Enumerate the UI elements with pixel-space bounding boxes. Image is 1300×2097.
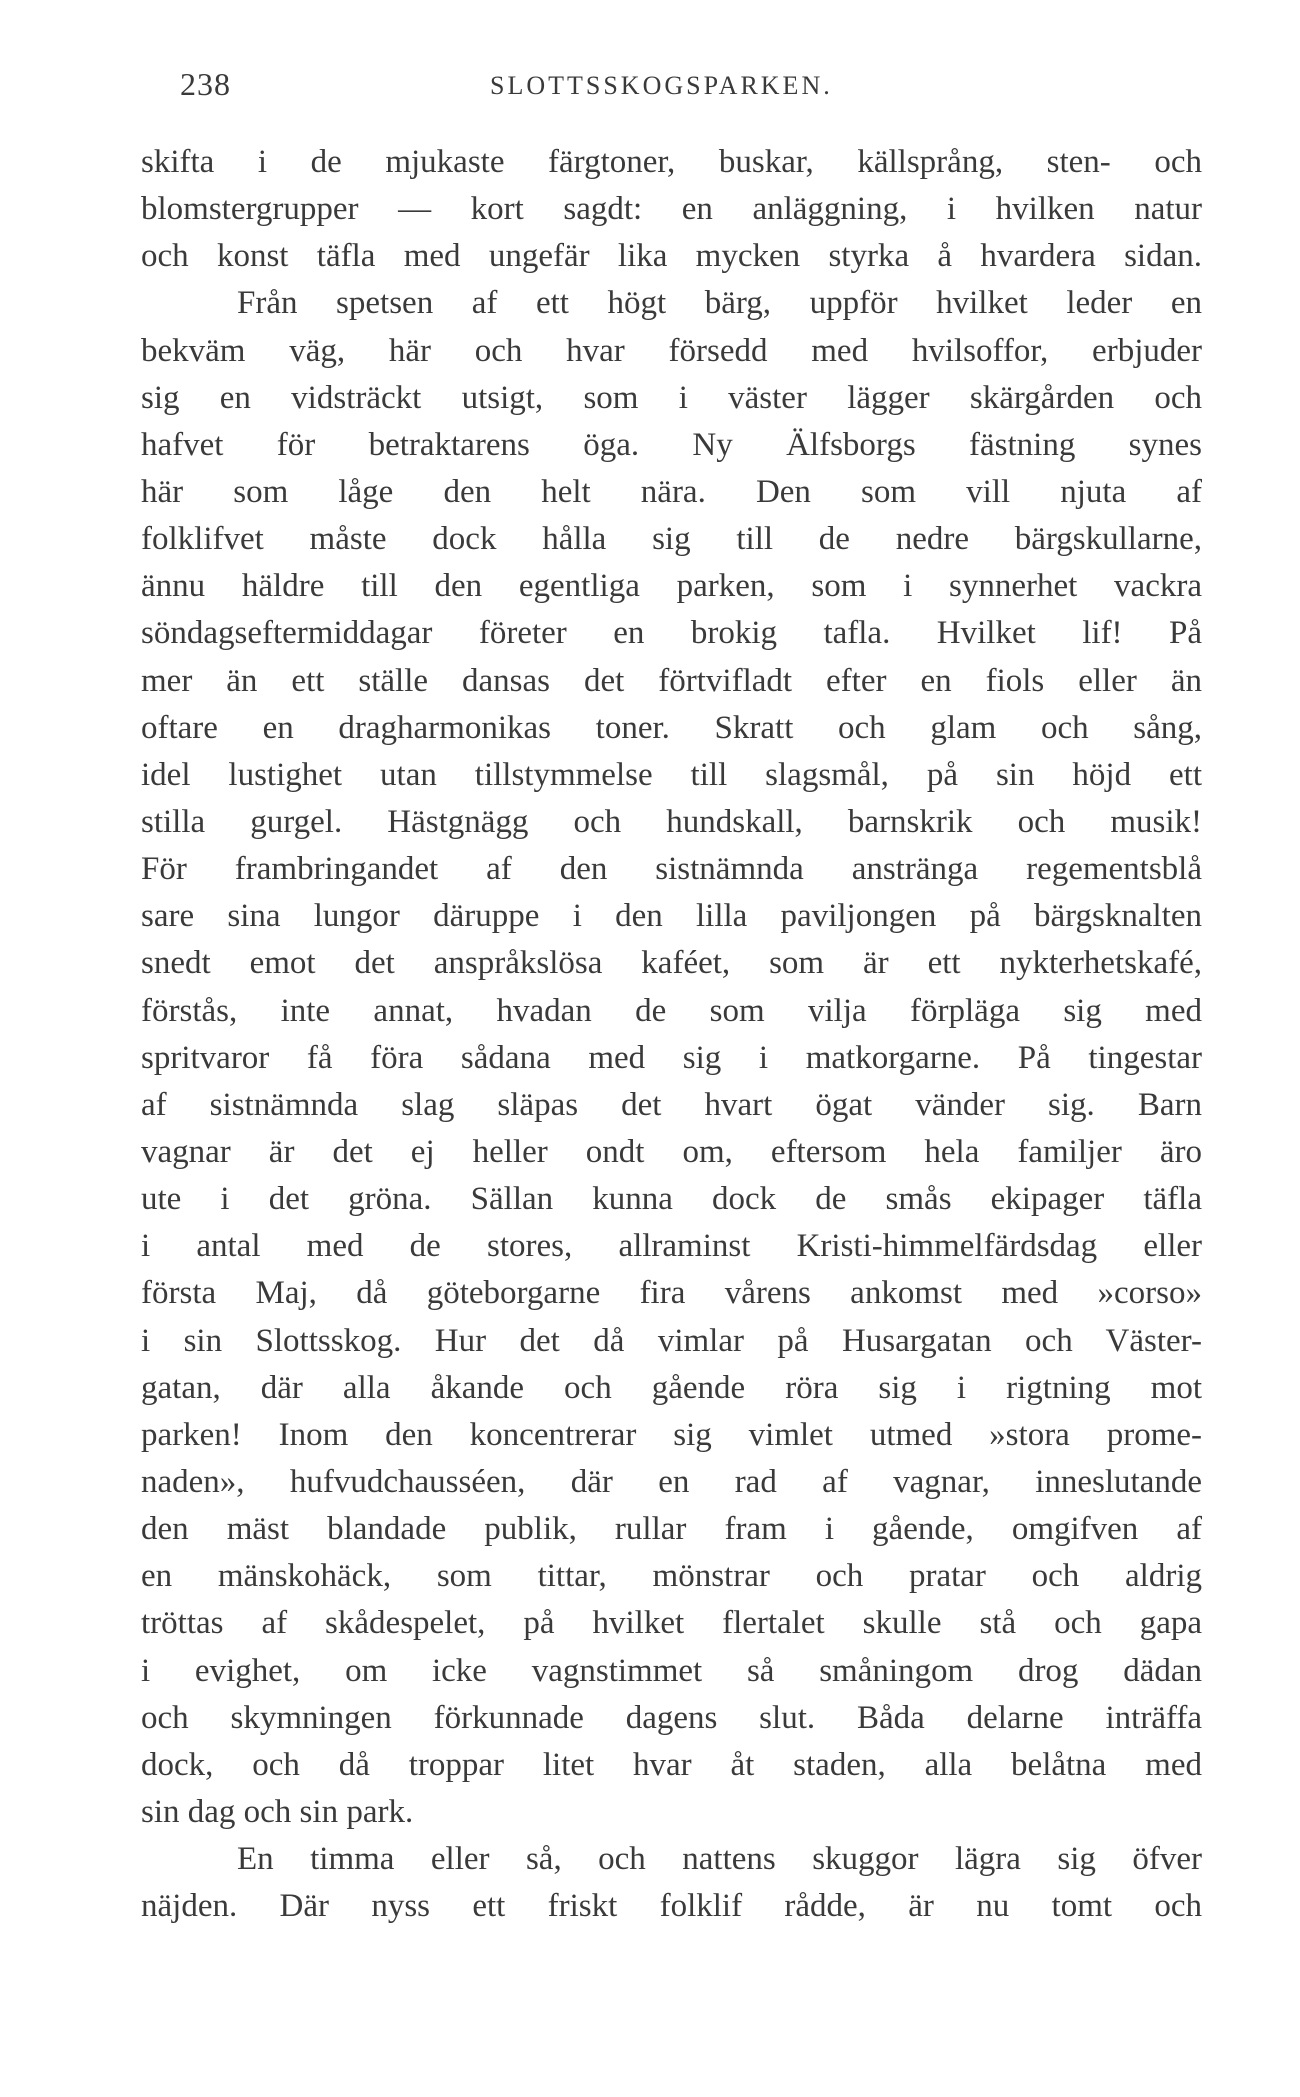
text-line: skifta i de mjukaste färgtoner, buskar, källsprång, sten- och	[141, 144, 1202, 180]
text-line: och skymningen förkunnade dagens slut. Båda delarne inträffa	[141, 1699, 1202, 1736]
text-line: snedt emot det anspråkslösa kaféet, som är ett nykterhetskafé,	[141, 945, 1202, 982]
text-line: förstås, inte annat, hvadan de som vilja förpläga sig med	[141, 992, 1202, 1029]
text-line: vagnar är det ej heller ondt om, eftersom hela familjer äro	[141, 1133, 1202, 1170]
text-line: näjden. Där nyss ett friskt folklif rådde, är nu tomt och	[141, 1888, 1202, 1925]
text-line: oftare en dragharmonikas toner. Skratt och glam och sång,	[141, 709, 1202, 746]
text-line: naden», hufvudchausséen, där en rad af vagnar, inneslutande	[141, 1463, 1202, 1500]
page-header	[180, 62, 1200, 106]
text-line: söndagseftermiddagar företer en brokig tafla. Hvilket lif! På	[141, 615, 1202, 652]
text-line: mer än ett ställe dansas det förtvifladt efter en fiols eller än	[141, 662, 1202, 699]
text-line: dock, och då troppar litet hvar åt staden, alla belåtna med	[141, 1746, 1202, 1783]
text-line: tröttas af skådespelet, på hvilket flertalet skulle stå och gapa	[141, 1605, 1202, 1642]
page-number: 238	[180, 66, 231, 102]
text-line: af sistnämnda slag släpas det hvart ögat vänder sig. Barn	[141, 1086, 1202, 1123]
text-line: och konst täfla med ungefär lika mycken styrka å hvardera sidan.	[141, 238, 1202, 275]
text-line: sare sina lungor däruppe i den lilla paviljongen på bärgsknalten	[141, 898, 1202, 935]
running-head: SLOTTSSKOGSPARKEN.	[490, 71, 833, 100]
text-line: i antal med de stores, allraminst Kristi-himmelfärdsdag eller	[141, 1228, 1202, 1265]
text-line: idel lustighet utan tillstymmelse till slagsmål, på sin höjd ett	[141, 756, 1202, 793]
text-line: hafvet för betraktarens öga. Ny Älfsborgs fästning synes	[141, 426, 1202, 463]
text-line: ute i det gröna. Sällan kunna dock de smås ekipager täfla	[141, 1181, 1202, 1218]
text-line: den mäst blandade publik, rullar fram i gående, omgifven af	[141, 1511, 1202, 1548]
text-line: För frambringandet af den sistnämnda anstränga regementsblå	[141, 851, 1202, 888]
text-line: stilla gurgel. Hästgnägg och hundskall, barnskrik och musik!	[141, 803, 1202, 840]
text-line: bekväm väg, här och hvar försedd med hvilsoffor, erbjuder	[141, 332, 1202, 369]
text-line: gatan, där alla åkande och gående röra sig i rigtning mot	[141, 1369, 1202, 1406]
text-line: En timma eller så, och nattens skuggor lägra sig öfver	[237, 1841, 1202, 1878]
body-text	[141, 139, 1202, 1930]
text-line: här som låge den helt nära. Den som vill njuta af	[141, 473, 1202, 510]
text-line: folklifvet måste dock hålla sig till de nedre bärgskullarne,	[141, 521, 1202, 558]
text-line: första Maj, då göteborgarne fira vårens ankomst med »corso»	[141, 1275, 1202, 1312]
text-line: parken! Inom den koncentrerar sig vimlet utmed »stora prome-	[141, 1416, 1202, 1453]
text-line: spritvaror få föra sådana med sig i matkorgarne. På tingestar	[141, 1039, 1202, 1076]
text-line: i evighet, om icke vagnstimmet så småningom drog dädan	[141, 1652, 1202, 1689]
text-line: i sin Slottsskog. Hur det då vimlar på Husargatan och Väster-	[141, 1322, 1202, 1359]
text-line: sig en vidsträckt utsigt, som i väster lägger skärgården och	[141, 379, 1202, 416]
text-line: blomstergrupper — kort sagdt: en anläggning, i hvilken natur	[141, 191, 1202, 228]
text-line: Från spetsen af ett högt bärg, uppför hvilket leder en	[237, 285, 1202, 322]
text-line: ännu häldre till den egentliga parken, som i synnerhet vackra	[141, 568, 1202, 605]
text-line: sin dag och sin park.	[141, 1793, 414, 1830]
text-line: en mänskohäck, som tittar, mönstrar och pratar och aldrig	[141, 1558, 1202, 1595]
